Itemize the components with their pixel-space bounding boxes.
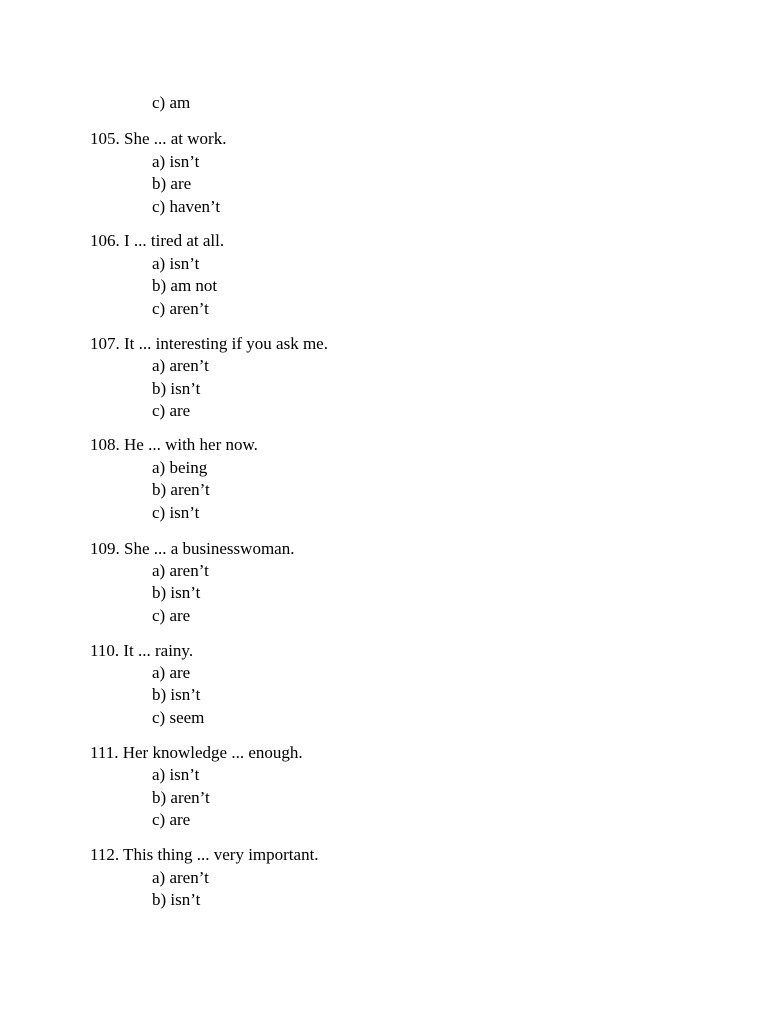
option-text: a) isn’t — [152, 765, 200, 784]
option-text: c) are — [152, 810, 191, 829]
question-text: 111. Her knowledge ... enough. — [90, 743, 303, 762]
question-text: 110. It ... rainy. — [90, 641, 194, 660]
option-text: c) are — [152, 401, 191, 420]
option-text: c) aren’t — [152, 299, 209, 318]
option-text: b) aren’t — [152, 788, 210, 807]
option-text: a) isn’t — [152, 152, 200, 171]
question-text: 109. She ... a businesswoman. — [90, 539, 295, 558]
question-text: 106. I ... tired at all. — [90, 231, 225, 250]
option-text: b) isn’t — [152, 379, 201, 398]
option-text: b) aren’t — [152, 480, 210, 499]
question-text: 112. This thing ... very important. — [90, 845, 319, 864]
option-text: a) aren’t — [152, 561, 209, 580]
option-text: a) aren’t — [152, 356, 209, 375]
option-text: a) being — [152, 458, 208, 477]
option-text: c) haven’t — [152, 197, 221, 216]
option-text: b) are — [152, 174, 192, 193]
question-text: 108. He ... with her now. — [90, 435, 258, 454]
option-text: a) aren’t — [152, 868, 209, 887]
option-text: c) isn’t — [152, 503, 200, 522]
option-text: c) are — [152, 606, 191, 625]
question-text: 105. She ... at work. — [90, 129, 227, 148]
option-text: b) isn’t — [152, 890, 201, 909]
question-text: 107. It ... interesting if you ask me. — [90, 334, 328, 353]
option-text: b) isn’t — [152, 583, 201, 602]
option-text: b) isn’t — [152, 685, 201, 704]
option-text: a) isn’t — [152, 254, 200, 273]
option-text: b) am not — [152, 276, 218, 295]
option-text: a) are — [152, 663, 191, 682]
option-text: c) seem — [152, 708, 205, 727]
option-text: c) am — [152, 93, 191, 112]
